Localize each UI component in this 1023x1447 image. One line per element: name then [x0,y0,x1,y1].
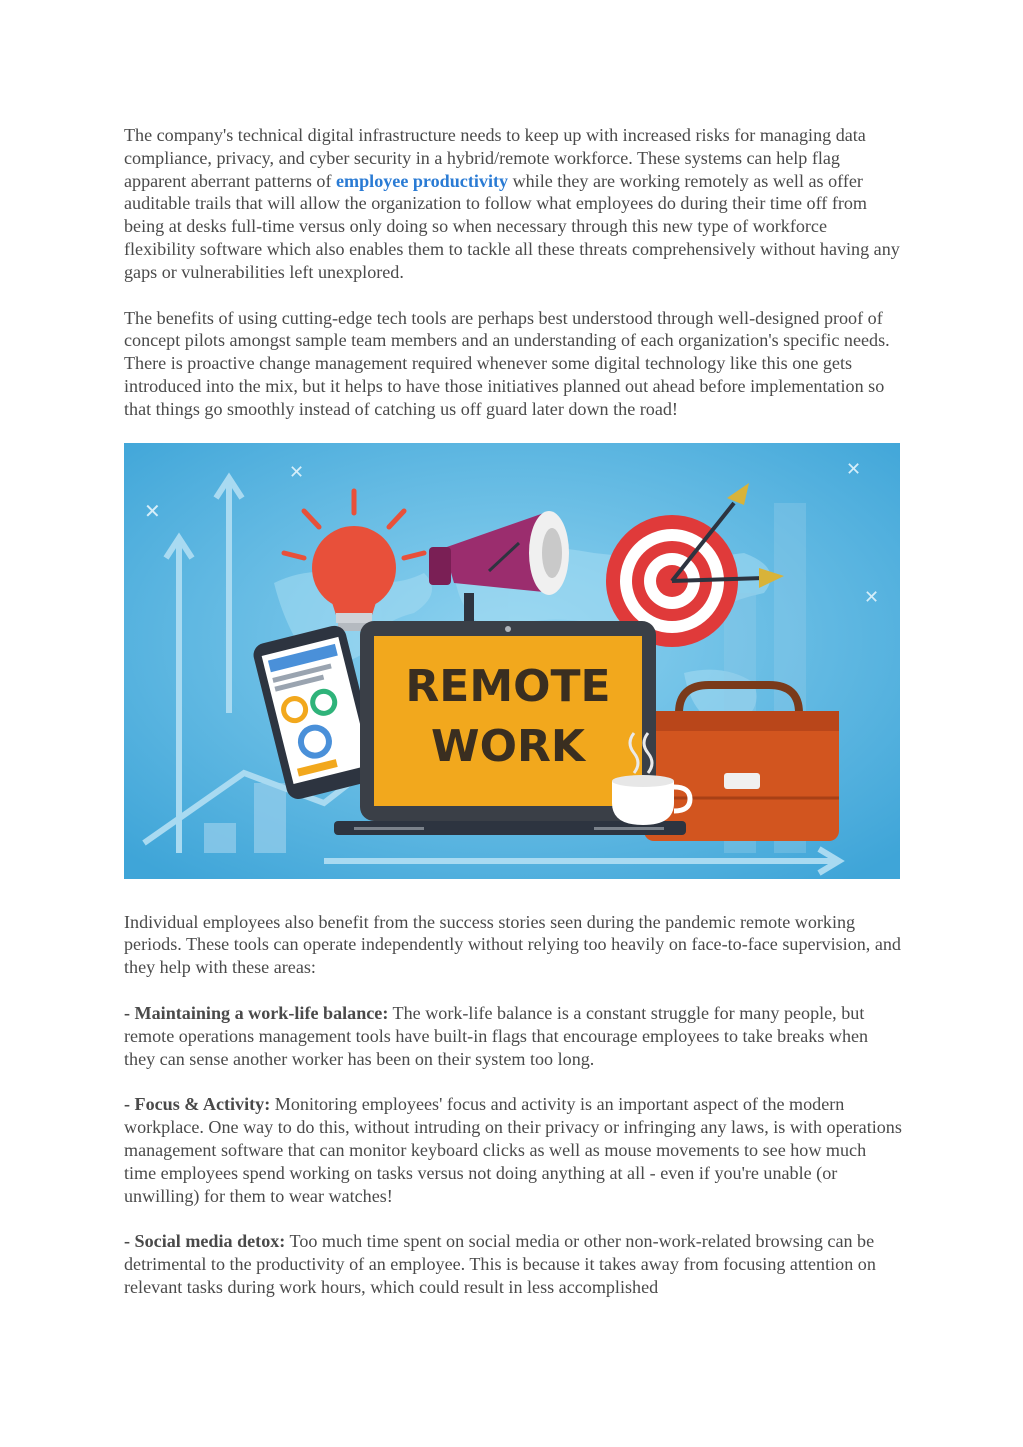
svg-text:✕: ✕ [846,458,862,480]
paragraph-focus-activity [124,1093,902,1207]
svg-text:✕: ✕ [144,498,161,523]
employee-productivity-link[interactable]: employee productivity [336,170,509,191]
svg-text:✕: ✕ [289,461,305,483]
term-social-media-detox: - Social media detox: [124,1231,286,1252]
paragraph-infrastructure [124,124,902,284]
paragraph-benefits: The benefits of using cutting-edge tech tools are perhaps best understood through well-designed proof of concept pilots amongst sample team members and an understanding of each organization's specific needs. There is proactive change management required whenever some digital technology like this one gets introduced into the mix, but it helps to have those initiatives planned out ahead before implementation so that things go smoothly instead of catching us off guard later down the road! [124,307,890,419]
paragraph-text: while they are working remotely as well as offer auditable trails that will allow the organization to follow what employees do during their time off from being at desks full-time versus only doing so when necessary through this new type of workforce flexibility software which also enables them to tackle all these threats comprehensively without having any gaps or vulnerabilities left unexplored. [124,170,900,282]
screen-title-line2: WORK [431,720,585,772]
screen-title-line1: REMOTE [405,660,611,712]
paragraph-work-life-balance [124,1002,902,1070]
remote-work-illustration [124,443,900,879]
paragraph-text: Too much time spent on social media or other non-work-related browsing can be detrimental to the productivity of an employee. This is because it takes away from focusing attention on relevant tasks during work hours, which could result in less accomplished [124,1231,876,1297]
paragraph-social-media-detox [124,1230,902,1298]
paragraph-text: The work-life balance is a constant struggle for many people, but remote operations management tools have built-in flags that encourage employees to take breaks when they can sense another worker has been on their system too long. [124,1002,869,1069]
paragraph-individual-benefits: Individual employees also benefit from the success stories seen during the pandemic remote working periods. These tools can operate independently without relying too heavily on face-to-face supervision, and they help with these areas: [124,911,901,978]
term-work-life-balance: - Maintaining a work-life balance: [124,1002,389,1023]
paragraph-text: The company's technical digital infrastructure needs to keep up with increased risks for managing data compliance, privacy, and cyber security in a hybrid/remote workforce. These systems can help flag apparent aberrant patterns of [124,125,866,191]
term-focus-activity: - Focus & Activity: [124,1094,271,1115]
paragraph-text: Monitoring employees' focus and activity is an important aspect of the modern workplace. One way to do this, without intruding on their privacy or infringing any laws, is with operations management software that can monitor keyboard clicks as well as mouse movements to see how much time employees spend working on tasks versus not doing anything at all - even if you're unable (or unwilling) for them to wear watches! [124,1094,902,1206]
svg-text:✕: ✕ [864,586,880,608]
article-body [124,124,902,1299]
